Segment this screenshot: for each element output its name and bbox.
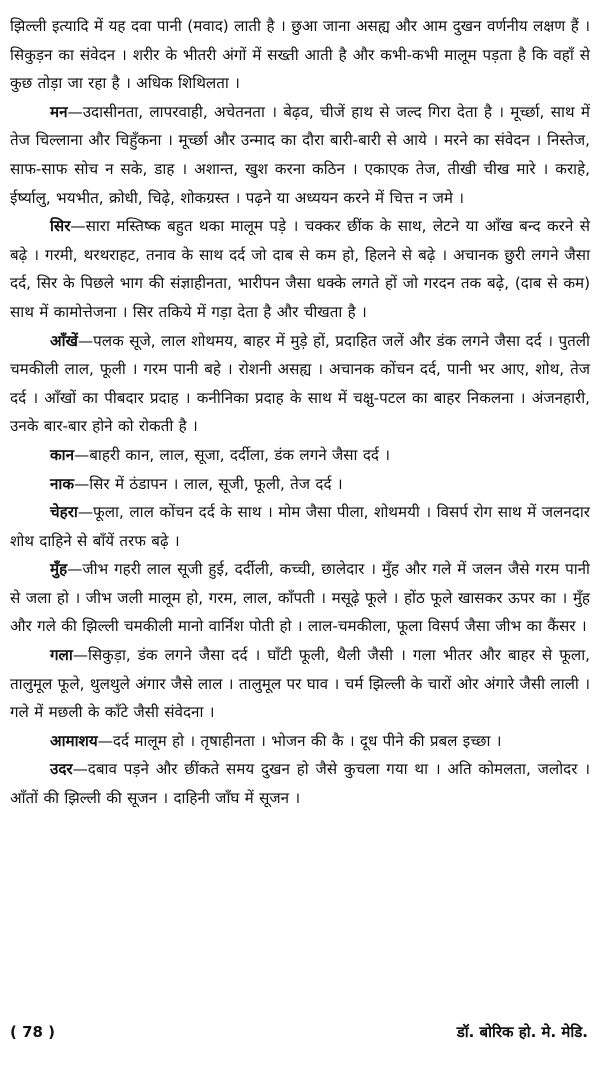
section-heading: उदर <box>50 760 73 779</box>
section-text: —फूला, लाल कोंचन दर्द के साथ । मोम जैसा पीला, शोथमयी । विसर्प रोग साथ में जलनदार शोथ दाहिने से बाँयें तरफ बढ़े । <box>10 503 590 550</box>
section-text: —जीभ गहरी लाल सूजी हुई, दर्दीली, कच्ची, छालेदार । मुँह और गले में जलन जैसे गरम पानी से जला हो । जीभ जली मालूम हो, गरम, लाल, काँपती । मसूढ़े फूले । होंठ फूले खासकर ऊपर का । मुँह और गले की झिल्ली चमकीली मानो वार्निश पोती हो । लाल-चमकीला, फूला विसर्प जैसा जीभ का कैंसर । <box>10 560 590 636</box>
paragraph-intro <box>10 12 590 98</box>
section-heading: गला <box>50 646 73 665</box>
section-heading: सिर <box>50 217 71 236</box>
section-ears <box>10 441 590 470</box>
section-text: —सिर में ठंडापन । लाल, सूजी, फूली, तेज दर्द । <box>74 474 343 493</box>
section-text: —पलक सूजे, लाल शोथमय, बाहर में मुड़े हों, प्रदाहित जलें और डंक लगने जैसा दर्द । पुतली चमकीली लाल, फूली । गरम पानी बहे । रोशनी असह्य । अचानक कोंचन दर्द, पानी भर आए, शोथ, तेज दर्द । आँखों का पीबदार प्रदाह । कनीनिका प्रदाह के साथ में चक्षु-पटल का बाहर निकलना । अंजनहारी, उनके बार-बार होने को रोकती है । <box>10 331 590 436</box>
section-face <box>10 498 590 555</box>
section-heading: नाक <box>50 474 75 493</box>
section-text: —उदासीनता, लापरवाही, अचेतनता । बेढ़व, चीजें हाथ से जल्द गिरा देता है । मूर्च्छा, साथ में तेज चिल्लाना और चिहुँकना । मूर्च्छा और उन्माद का दौरा बारी-बारी से आये । मरने का संवेदन । निस्तेज, साफ-साफ सोच न सके, डाह । अशान्त, खुश करना कठिन । एकाएक तेज, तीखी चीख मारे । कराहे, ईर्ष्यालु, भयभीत, क्रोधी, चिढ़े, शोकग्रस्त । पढ़ने या अध्ययन करने में चित्त न जमे । <box>10 102 590 207</box>
section-nose <box>10 470 590 499</box>
section-text: —दबाव पड़ने और छींकते समय दुखन हो जैसे कुचला गया था । अति कोमलता, जलोदर । आँतों की झिल्ली की सूजन । दाहिनी जाँघ में सूजन । <box>10 760 590 808</box>
section-head <box>10 212 590 326</box>
page-number: ( 78 ) <box>10 1023 56 1041</box>
section-heading: मन <box>50 102 68 121</box>
section-stomach <box>10 727 590 756</box>
section-text: —सिकुड़ा, डंक लगने जैसा दर्द । घाँटी फूली, थैली जैसी । गला भीतर और बाहर से फूला, तालुमूल फूले, थुलथुले अंगार जैसे लाल । तालुमूल पर घाव । चर्म झिल्ली के चारों ओर अंगारे जैसी लाली । गले में मछली के काँटे जैसी संवेदना । <box>10 646 590 722</box>
section-mind <box>10 98 590 212</box>
section-text: —सारा मस्तिष्क बहुत थका मालूम पड़े । चक्कर छींक के साथ, लेटने या आँख बन्द करने से बढ़े । गरमी, थरथराहट, तनाव के साथ दर्द जो दाब से कम हो, हिलने से बढ़े । अचानक छुरी लगने जैसा दर्द, सिर के पिछले भाग की संज्ञाहीनता, भारीपन जैसा धक्के लगते हों जो गरदन तक बढ़े, (दाब से कम) साथ में कामोत्तेजना । सिर तकिये में गड़ा देता है और चीखता है । <box>10 217 590 321</box>
section-heading: कान <box>50 445 75 464</box>
section-heading: आँखें <box>50 331 78 350</box>
section-heading: चेहरा <box>50 503 78 522</box>
paragraph-text: झिल्ली इत्यादि में यह दवा पानी (मवाद) लाती है । छुआ जाना असह्य और आम दुखन वर्णनीय लक्षण हैं । सिकुड़न का संवेदन । शरीर के भीतरी अंगों में सख्ती आती है और कभी-कभी मालूम पड़ता है कि वहाँ से कुछ तोड़ा जा रहा है । अधिक शिथिलता । <box>10 17 590 93</box>
section-mouth <box>10 555 590 641</box>
section-eyes <box>10 327 590 441</box>
page-footer <box>10 1022 588 1042</box>
running-title: डॉ. बोरिक हो. मे. मेडि. <box>456 1023 588 1041</box>
section-heading: मुँह <box>50 560 68 579</box>
section-text: —बाहरी कान, लाल, सूजा, दर्दीला, डंक लगने जैसा दर्द । <box>74 445 391 464</box>
section-text: —दर्द मालूम हो । तृषाहीनता । भोजन की कै । दूध पीने की प्रबल इच्छा । <box>97 731 502 750</box>
section-abdomen <box>10 755 590 812</box>
section-throat <box>10 641 590 727</box>
section-heading: आमाशय <box>50 731 98 750</box>
